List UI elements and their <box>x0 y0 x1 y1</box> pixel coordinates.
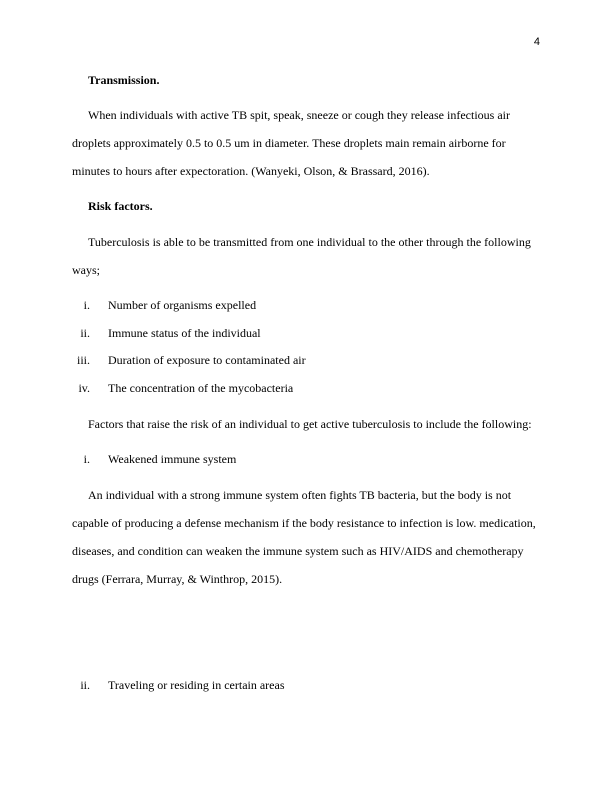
list-number: iii. <box>76 353 90 367</box>
page-number: 4 <box>533 36 540 48</box>
list-number: i. <box>83 452 90 466</box>
factor1-line-1: An individual with a strong immune system often fights TB bacteria, but the body is not <box>88 488 512 502</box>
transmission-line-1: When individuals with active TB spit, speak, sneeze or cough they release infectious air <box>88 108 510 122</box>
factor1-line-2: capable of producing a defense mechanism if the body resistance to infection is low. medication, <box>72 516 536 530</box>
list-number: i. <box>83 298 90 312</box>
list-item-text: Number of organisms expelled <box>108 298 257 312</box>
risk-intro-line-1: Tuberculosis is able to be transmitted from one individual to the other through the following <box>88 235 531 249</box>
factor-heading-weakened-immune: Weakened immune system <box>108 452 237 466</box>
list-number: ii. <box>80 678 90 692</box>
list-item-text: The concentration of the mycobacteria <box>108 381 294 395</box>
risk-factors-heading: Risk factors. <box>88 199 153 213</box>
factor1-line-4: drugs (Ferrara, Murray, & Winthrop, 2015). <box>72 572 283 586</box>
factors-intro: Factors that raise the risk of an individual to get active tuberculosis to include the following: <box>88 417 532 431</box>
transmission-line-2: droplets approximately 0.5 to 0.5 um in diameter. These droplets main remain airborne for <box>72 136 506 150</box>
list-item-text: Immune status of the individual <box>108 326 261 340</box>
list-number: ii. <box>80 326 90 340</box>
transmission-heading: Transmission. <box>88 73 160 87</box>
risk-intro-line-2: ways; <box>72 263 100 277</box>
list-number: iv. <box>78 381 90 395</box>
factor-heading-traveling: Traveling or residing in certain areas <box>108 678 285 692</box>
transmission-line-3: minutes to hours after expectoration. (Wanyeki, Olson, & Brassard, 2016). <box>72 164 430 178</box>
factor1-line-3: diseases, and condition can weaken the immune system such as HIV/AIDS and chemotherapy <box>72 544 524 558</box>
list-item-text: Duration of exposure to contaminated air <box>108 353 306 367</box>
